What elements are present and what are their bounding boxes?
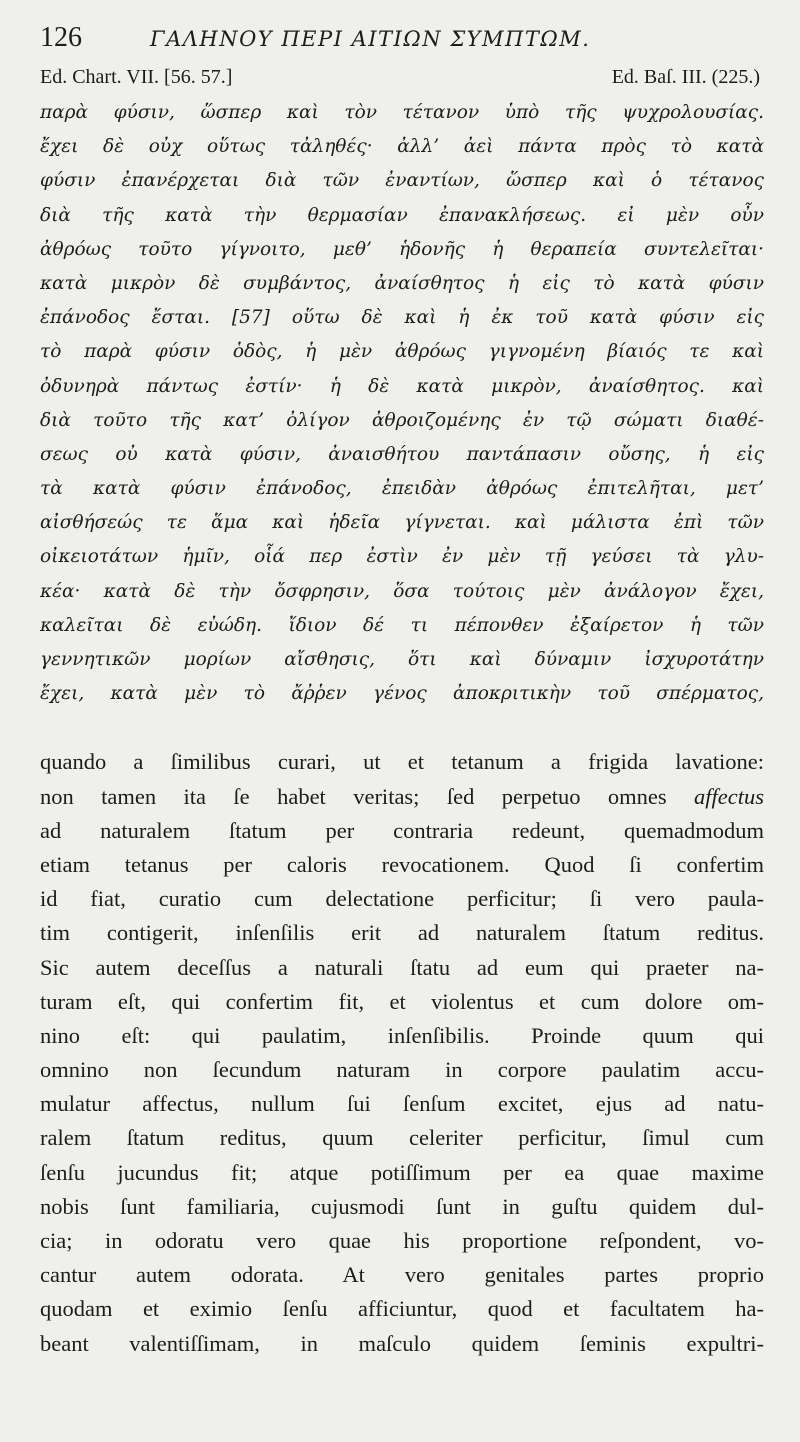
greek-line: αἰσθήσεώς τε ἅμα καὶ ἡδεῖα γίγνεται. καὶ μάλιστα ἐπὶ τῶν [40, 512, 764, 534]
greek-line: κέα· κατὰ δὲ τὴν ὄσφρησιν, ὅσα τούτοις μὲν ἀνάλογον ἔχει, [40, 580, 764, 602]
latin-line: cantur autem odorata. At vero genitales partes proprio [40, 1262, 764, 1288]
greek-line: καλεῖται δὲ εὐώδη. ἴδιον δέ τι πέπονθεν ἐξαίρετον ἡ τῶν [40, 614, 764, 636]
latin-line: quodam et eximio ſenſu afficiuntur, quod et facultatem ha- [40, 1296, 764, 1322]
greek-line: διὰ τοῦτο τῆς κατ’ ὀλίγον ἀθροιζομένης ἐν τῷ σώματι διαθέ- [40, 409, 764, 431]
greek-line: τὸ παρὰ φύσιν ὁδὸς, ἡ μὲν ἀθρόως γιγνομένη βίαιός τε καὶ [40, 341, 764, 363]
latin-line: cia; in odoratu vero quae his proportione reſpondent, vo- [40, 1228, 764, 1253]
greek-line: φύσιν ἐπανέρχεται διὰ τῶν ἐναντίων, ὥσπερ καὶ ὁ τέτανος [40, 170, 764, 192]
latin-line: ralem ſtatum reditus, quum celeriter perficitur, ſimul cum [40, 1125, 764, 1151]
greek-line: γεννητικῶν μορίων αἴσθησις, ὅτι καὶ δύναμιν ἰσχυροτάτην [40, 649, 764, 670]
latin-line: id fiat, curatio cum delectatione perficitur; ſi vero paula- [40, 886, 764, 912]
greek-line: ἀθρόως τοῦτο γίγνοιτο, μεθ’ ἡδονῆς ἡ θεραπεία συντελεῖται· [40, 238, 764, 260]
latin-line: non tamen ita ſe habet veritas; ſed perpetuo omnes affectus [40, 783, 764, 809]
latin-line: ad naturalem ſtatum per contraria redeunt, quemadmodum [40, 817, 764, 843]
greek-line: ἔχει, κατὰ μὲν τὸ ἄῤῥεν γένος ἀποκριτικὴν τοῦ σπέρματος, [40, 683, 764, 705]
running-title: ΓΑΛΗΝΟΥ ΠΕΡΙ ΑΙΤΙΩΝ ΣΥΜΠΤΩΜ. [150, 27, 591, 51]
greek-line: διὰ τῆς κατὰ τὴν θερμασίαν ἐπανακλήσεως. εἰ μὲν οὖν [40, 204, 764, 226]
latin-line: quando a ſimilibus curari, ut et tetanum a frigida lavatione: [40, 749, 764, 775]
latin-line: beant valentiſſimam, in maſculo quidem ſeminis expultri- [40, 1330, 764, 1356]
greek-line: τὰ κατὰ φύσιν ἐπάνοδος, ἐπειδὰν ἀθρόως ἐπιτελῆται, μετ’ [40, 478, 764, 500]
latin-line: etiam tetanus per caloris revocationem. Quod ſi confertim [40, 851, 764, 877]
edition-chartier-ref: Ed. Chart. VII. [56. 57.] [40, 66, 233, 88]
latin-line: omnino non ſecundum naturam in corpore paulatim accu- [40, 1057, 764, 1083]
edition-references [40, 66, 764, 96]
greek-line: οἰκειοτάτων ἡμῖν, οἷά περ ἐστὶν ἐν μὲν τῇ γεύσει τὰ γλυ- [40, 546, 764, 568]
greek-line: ὀδυνηρὰ πάντως ἐστίν· ἡ δὲ κατὰ μικρὸν, ἀναίσθητος. καὶ [40, 375, 764, 397]
greek-line: ἔχει δὲ οὐχ οὕτως τἀληθές· ἀλλ’ ἀεὶ πάντα πρὸς τὸ κατὰ [40, 136, 764, 158]
greek-line: κατὰ μικρὸν δὲ συμβάντος, ἀναίσθητος ἡ εἰς τὸ κατὰ φύσιν [40, 272, 764, 294]
page-number: 126 [40, 22, 82, 53]
latin-line: nobis ſunt familiaria, cujusmodi ſunt in guſtu quidem dul- [40, 1193, 764, 1219]
greek-line: σεως οὐ κατὰ φύσιν, ἀναισθήτου παντάπασιν οὔσης, ἡ εἰς [40, 443, 764, 465]
running-head [40, 22, 764, 66]
latin-line: mulatur affectus, nullum ſui ſenſum excitet, ejus ad natu- [40, 1091, 764, 1117]
greek-text-block [40, 96, 764, 711]
latin-line: nino eſt: qui paulatim, inſenſibilis. Proinde quum qui [40, 1022, 764, 1048]
edition-basel-ref: Ed. Baſ. III. (225.) [611, 66, 760, 88]
latin-text-block [40, 745, 764, 1360]
latin-line: tim contigerit, inſenſilis erit ad naturalem ſtatum reditus. [40, 920, 764, 946]
greek-line: ἐπάνοδος ἔσται. [57] οὕτω δὲ καὶ ἡ ἐκ τοῦ κατὰ φύσιν εἰς [40, 307, 764, 329]
latin-line: Sic autem deceſſus a naturali ſtatu ad eum qui praeter na- [40, 954, 764, 980]
latin-line: ſenſu jucundus fit; atque potiſſimum per ea quae maxime [40, 1159, 764, 1185]
latin-line: turam eſt, qui confertim fit, et violentus et cum dolore om- [40, 988, 764, 1014]
greek-line: παρὰ φύσιν, ὥσπερ καὶ τὸν τέτανον ὑπὸ τῆς ψυχρολουσίας. [40, 102, 764, 123]
